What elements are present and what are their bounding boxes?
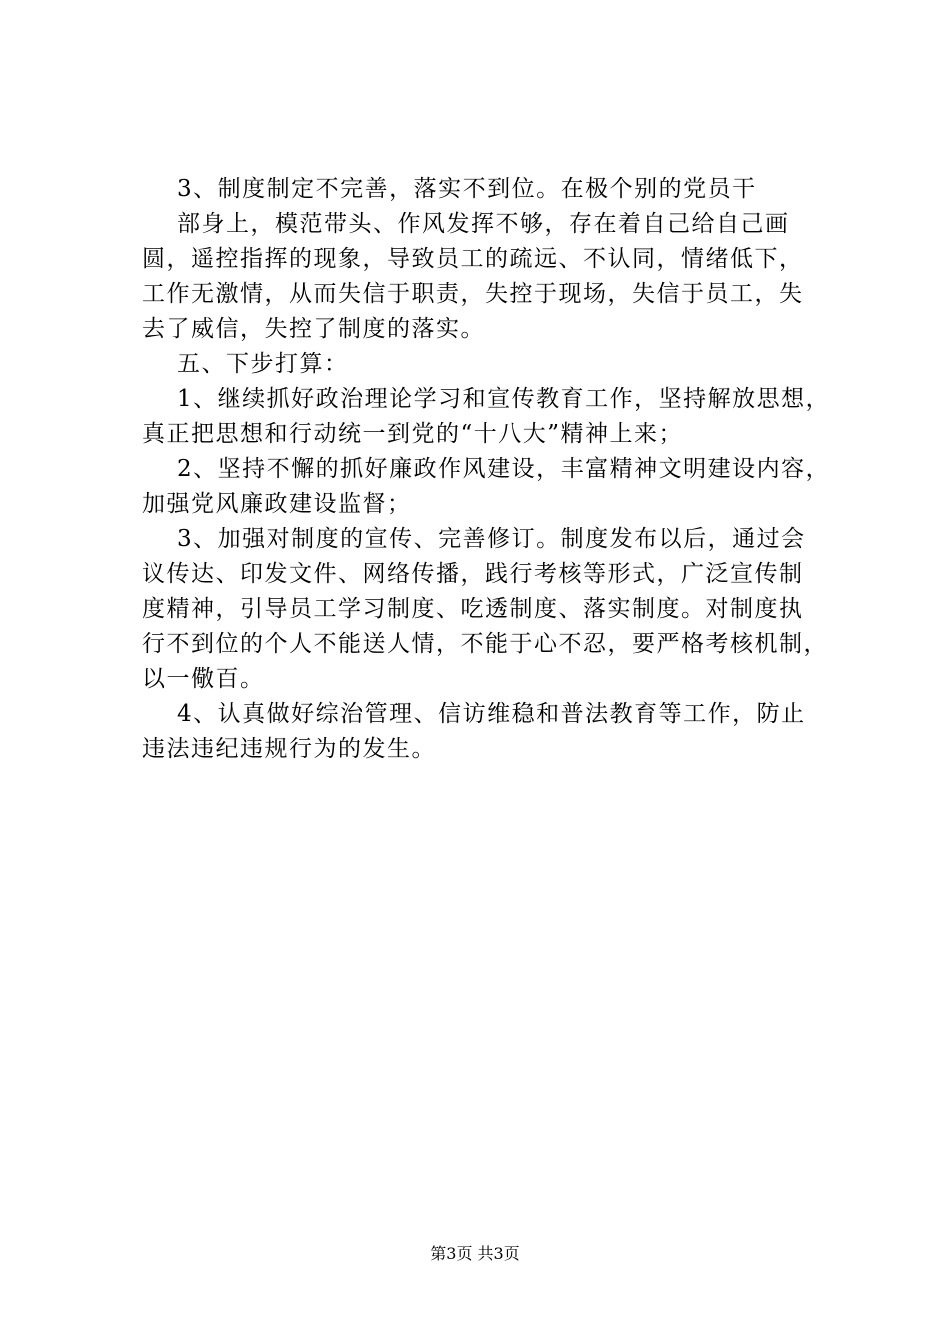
page-footer <box>0 1244 950 1264</box>
paragraph-line: 圆，遥控指挥的现象，导致员工的疏远、不认同，情绪低下， <box>142 246 804 272</box>
paragraph-line: 工作无激情，从而失信于职责，失控于现场，失信于员工，失 <box>142 281 804 307</box>
paragraph-line: 以一儆百。 <box>142 666 265 692</box>
paragraph-line: 2、坚持不懈的抓好廉政作风建设，丰富精神文明建设内容， <box>177 456 831 482</box>
page-number: 第3页 共3页 <box>430 1244 520 1263</box>
document-body <box>142 172 842 767</box>
paragraph-line: 加强党风廉政建设监督； <box>142 491 412 517</box>
paragraph-line: 违法违纪违规行为的发生。 <box>142 736 436 762</box>
paragraph-line: 度精神，引导员工学习制度、吃透制度、落实制度。对制度执 <box>142 596 804 622</box>
paragraph-line: 真正把思想和行动统一到党的“十八大”精神上来； <box>142 421 684 447</box>
paragraph-line: 行不到位的个人不能送人情，不能于心不忍，要严格考核机制， <box>142 631 828 657</box>
paragraph-line: 4、认真做好综治管理、信访维稳和普法教育等工作，防止 <box>177 701 806 727</box>
section-heading: 五、下步打算： <box>177 351 349 377</box>
paragraph-line: 部身上，模范带头、作风发挥不够，存在着自己给自己画 <box>177 211 790 237</box>
paragraph-line: 3、制度制定不完善，落实不到位。在极个别的党员干 <box>177 176 757 202</box>
paragraph-line: 1、继续抓好政治理论学习和宣传教育工作，坚持解放思想， <box>177 386 831 412</box>
paragraph-line: 3、加强对制度的宣传、完善修订。制度发布以后，通过会 <box>177 526 806 552</box>
paragraph-line: 去了威信，失控了制度的落实。 <box>142 316 485 342</box>
paragraph-line: 议传达、印发文件、网络传播，践行考核等形式，广泛宣传制 <box>142 561 804 587</box>
